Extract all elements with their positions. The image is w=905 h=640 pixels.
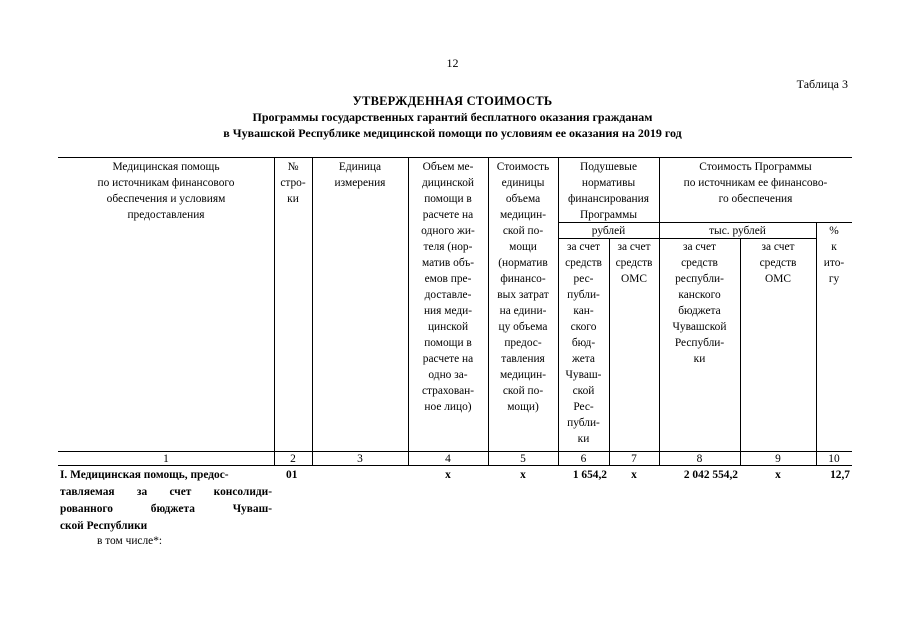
header-text-line: Стоимость xyxy=(496,161,550,173)
row-cell-norm-oms: х xyxy=(631,469,637,481)
header-text-line: дицинской xyxy=(422,177,474,189)
header-text-line: % xyxy=(829,225,839,237)
header-text-line: ки xyxy=(577,433,590,445)
header-col-10 xyxy=(816,223,852,287)
header-text-line: помощи в xyxy=(424,193,472,205)
header-text-line: матив объ- xyxy=(421,257,475,269)
header-text-line: рес- xyxy=(573,273,594,285)
header-text-line: расчете на xyxy=(422,209,474,221)
header-text-line: бюджета xyxy=(678,305,721,317)
header-text-line: на едини- xyxy=(499,305,547,317)
header-text-line: доставле- xyxy=(424,289,472,301)
header-text-line: средств xyxy=(681,257,718,269)
header-text-line: ОМС xyxy=(765,273,791,285)
header-text-line: публи- xyxy=(567,289,600,301)
header-text-line: средств xyxy=(565,257,602,269)
header-text-line: измерения xyxy=(334,177,386,189)
header-text-line: Чуваш- xyxy=(565,369,602,381)
including-note: в том числе*: xyxy=(97,535,163,547)
table-top-rule xyxy=(58,157,852,158)
header-text-line: помощи в xyxy=(424,337,472,349)
header-text-line: публи- xyxy=(567,417,600,429)
header-text-line: ния меди- xyxy=(423,305,473,317)
row-label-line: рованного бюджета Чуваш- xyxy=(60,503,272,515)
col-divider xyxy=(312,157,313,465)
row-cell-cost-budget: 2 042 554,2 xyxy=(683,469,738,481)
header-text-line: единицы xyxy=(501,177,545,189)
header-text-line: емов пре- xyxy=(424,273,472,285)
header-text-line: финансирования xyxy=(568,193,649,205)
header-text-line: за счет xyxy=(761,241,795,253)
header-text-line: кан- xyxy=(573,305,594,317)
header-text-line: вых затрат xyxy=(497,289,549,301)
header-norm-unit: рублей xyxy=(591,225,626,237)
header-text-line: Подушевые xyxy=(580,161,637,173)
col-number-2: 2 xyxy=(290,453,296,465)
header-text-line: за счет xyxy=(683,241,716,253)
header-text-line: одного жи- xyxy=(421,225,475,237)
header-col-2 xyxy=(274,159,312,207)
header-text-line: средств xyxy=(759,257,797,269)
col-number-4: 4 xyxy=(445,453,451,465)
header-text-line: обеспечения и условиям xyxy=(106,193,226,205)
document-title: УТВЕРЖДЕННАЯ СТОИМОСТЬ xyxy=(352,94,553,108)
col-number-5: 5 xyxy=(520,453,526,465)
row-cell-unit-cost: х xyxy=(520,469,526,481)
header-text-line: ской xyxy=(572,385,595,397)
header-text-line: Республи- xyxy=(674,337,725,349)
header-text-line: теля (нор- xyxy=(423,241,473,253)
header-text-line: гу xyxy=(828,273,840,285)
col-number-7: 7 xyxy=(631,453,637,465)
header-text-line: Чувашской xyxy=(672,321,727,333)
header-text-line: Стоимость Программы xyxy=(699,161,812,173)
header-text-line: тавления xyxy=(501,353,545,365)
header-text-line: бюд- xyxy=(571,337,596,349)
header-text-line: Программы xyxy=(579,209,638,221)
row-label-line: I. Медицинская помощь, предос- xyxy=(60,469,229,481)
header-text-line: расчете на xyxy=(422,353,474,365)
row-label xyxy=(60,467,272,535)
header-text-line: № xyxy=(287,161,299,173)
header-text-line: средств xyxy=(615,257,653,269)
row-label-line: тавляемая за счет консолиди- xyxy=(60,486,272,498)
header-col-3 xyxy=(312,159,408,191)
row-cell-volume: х xyxy=(445,469,451,481)
header-text-line: по источникам финансового xyxy=(97,177,235,189)
header-text-line: одно за- xyxy=(428,369,468,381)
header-text-line: Единица xyxy=(338,161,382,173)
page-number: 12 xyxy=(446,56,459,70)
header-col-1 xyxy=(58,159,274,223)
header-text-line: Объем ме- xyxy=(422,161,474,173)
header-text-line: ОМС xyxy=(621,273,647,285)
col-number-6: 6 xyxy=(580,453,587,465)
header-col-4 xyxy=(408,159,488,415)
header-col-9 xyxy=(740,239,816,287)
table-number: Таблица 3 xyxy=(796,77,848,91)
header-text-line: канского xyxy=(678,289,721,301)
row-cell-percent: 12,7 xyxy=(830,469,850,481)
row-cell-norm-budget: 1 654,2 xyxy=(572,469,607,481)
header-text-line: стро- xyxy=(280,177,306,189)
header-text-line: ки xyxy=(287,193,299,205)
header-text-line: финансо- xyxy=(500,273,546,285)
header-text-line: медицин- xyxy=(499,209,547,221)
header-text-line: предоставления xyxy=(127,209,205,221)
header-cost-group xyxy=(659,159,852,207)
col-number-9: 9 xyxy=(775,453,781,465)
col-number-3: 3 xyxy=(357,453,363,465)
header-text-line: Медицинская помощь xyxy=(112,161,220,173)
row-label-line: ской Республики xyxy=(60,520,148,532)
header-text-line: республи- xyxy=(675,273,724,285)
header-text-line: мощи) xyxy=(507,401,539,413)
header-col-7 xyxy=(609,239,659,287)
header-text-line: мощи xyxy=(509,241,537,253)
header-text-line: объема xyxy=(505,193,541,205)
header-text-line: по источникам ее финансово- xyxy=(683,177,828,189)
header-text-line: страхован- xyxy=(421,385,475,397)
header-text-line: ки xyxy=(693,353,706,365)
header-text-line: го обеспечения xyxy=(718,193,793,205)
header-text-line: нормативы xyxy=(581,177,636,189)
header-cost-unit: тыс. рублей xyxy=(709,225,766,237)
col-number-8: 8 xyxy=(696,453,703,465)
col-number-10: 10 xyxy=(828,453,840,465)
row-cell-cost-oms: х xyxy=(775,469,781,481)
header-text-line: цу объема xyxy=(498,321,548,333)
header-text-line: за счет xyxy=(617,241,651,253)
col-number-1: 1 xyxy=(163,453,169,465)
header-text-line: ской по- xyxy=(502,225,544,237)
header-norm-group xyxy=(558,159,659,223)
header-text-line: жета xyxy=(572,353,595,365)
header-text-line: ской по- xyxy=(502,385,544,397)
header-col-8 xyxy=(659,239,740,367)
header-col-6 xyxy=(558,239,609,447)
header-text-line: Рес- xyxy=(573,401,594,413)
header-text-line: цинской xyxy=(427,321,469,333)
document-subtitle-1: Программы государственных гарантий бесплатного оказания гражданам xyxy=(252,110,653,124)
header-text-line: ное лицо) xyxy=(424,401,472,413)
header-text-line: (норматив xyxy=(498,257,548,269)
header-text-line: к xyxy=(831,241,837,253)
document-subtitle-2: в Чувашской Республике медицинской помощи по условиям ее оказания на 2019 год xyxy=(223,126,682,140)
header-text-line: ито- xyxy=(823,257,845,269)
header-col-5 xyxy=(488,159,558,415)
header-text-line: ского xyxy=(570,321,597,333)
header-text-line: за счет xyxy=(567,241,600,253)
header-text-line: предос- xyxy=(504,337,542,349)
header-text-line: медицин- xyxy=(499,369,547,381)
row-line-number: 01 xyxy=(286,469,298,481)
